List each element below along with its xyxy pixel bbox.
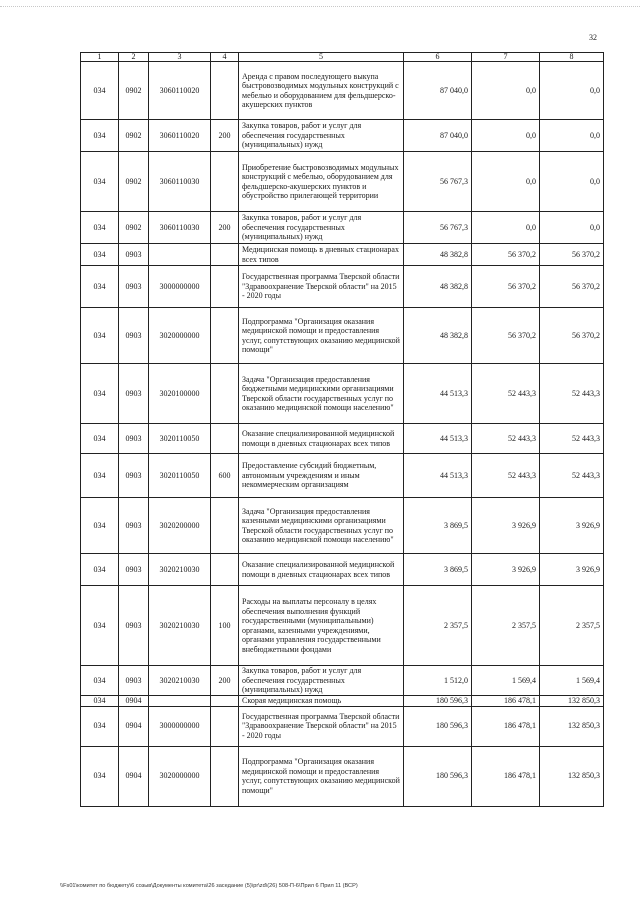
scan-edge-marks [0, 6, 640, 11]
item-name-cell: Оказание специализированной медицинской помощи в дневных стационарах всех типов [239, 554, 404, 586]
footer-file-path: \\Fs01\комитет по бюджету\6 созыв\Документы комитета\26 заседание (5)\pr\zd\(26) 508-П-6\Прил 6 Прил 11 (ВСР) [60, 883, 358, 889]
header-cell: 1 [81, 53, 119, 62]
section-code-cell: 0903 [119, 498, 149, 554]
amount-year2-cell: 186 478,1 [472, 706, 540, 746]
target-article-cell: 3020000000 [149, 746, 211, 806]
amount-year2-cell: 0,0 [472, 62, 540, 120]
item-name-cell: Предоставление субсидий бюджетным, автономным учреждениям и иным некоммерческим организациям [239, 454, 404, 498]
admin-code-cell: 034 [81, 554, 119, 586]
header-cell: 3 [149, 53, 211, 62]
target-article-cell: 3020210030 [149, 586, 211, 666]
target-article-cell: 3020000000 [149, 308, 211, 364]
admin-code-cell: 034 [81, 62, 119, 120]
amount-year1-cell: 87 040,0 [404, 62, 472, 120]
table-row [81, 62, 604, 120]
admin-code-cell: 034 [81, 308, 119, 364]
section-code-cell: 0903 [119, 244, 149, 266]
header-cell: 7 [472, 53, 540, 62]
admin-code-cell: 034 [81, 746, 119, 806]
amount-year3-cell: 52 443,3 [540, 424, 604, 454]
amount-year1-cell: 2 357,5 [404, 586, 472, 666]
amount-year1-cell: 3 869,5 [404, 554, 472, 586]
admin-code-cell: 034 [81, 120, 119, 152]
target-article-cell: 3020200000 [149, 498, 211, 554]
section-code-cell: 0903 [119, 308, 149, 364]
target-article-cell: 3060110020 [149, 62, 211, 120]
target-article-cell [149, 244, 211, 266]
amount-year2-cell: 56 370,2 [472, 244, 540, 266]
header-cell: 5 [239, 53, 404, 62]
section-code-cell: 0902 [119, 212, 149, 244]
item-name-cell: Приобретение быстровозводимых модульных конструкций с мебелью, оборудованием для фельдшерско-акушерских пунктов и обустройство прилегающей территории [239, 152, 404, 212]
amount-year3-cell: 56 370,2 [540, 308, 604, 364]
amount-year2-cell: 52 443,3 [472, 454, 540, 498]
item-name-cell: Аренда с правом последующего выкупа быстровозводимых модульных конструкций с мебелью и оборудованием для фельдшерско-акушерских пунктов [239, 62, 404, 120]
admin-code-cell: 034 [81, 666, 119, 696]
table-row [81, 244, 604, 266]
table-row [81, 308, 604, 364]
section-code-cell: 0904 [119, 746, 149, 806]
expense-type-cell [211, 266, 239, 308]
table-row [81, 454, 604, 498]
amount-year1-cell: 1 512,0 [404, 666, 472, 696]
target-article-cell: 3000000000 [149, 266, 211, 308]
expense-type-cell: 200 [211, 120, 239, 152]
table-row [81, 666, 604, 696]
table-row [81, 424, 604, 454]
target-article-cell [149, 696, 211, 707]
expense-type-cell: 200 [211, 666, 239, 696]
admin-code-cell: 034 [81, 498, 119, 554]
expense-type-cell [211, 308, 239, 364]
admin-code-cell: 034 [81, 706, 119, 746]
section-code-cell: 0903 [119, 266, 149, 308]
expense-type-cell [211, 696, 239, 707]
admin-code-cell: 034 [81, 152, 119, 212]
target-article-cell: 3020210030 [149, 554, 211, 586]
amount-year3-cell: 132 850,3 [540, 706, 604, 746]
table-body [81, 53, 604, 807]
amount-year3-cell: 52 443,3 [540, 454, 604, 498]
amount-year1-cell: 44 513,3 [404, 424, 472, 454]
target-article-cell: 3060110030 [149, 212, 211, 244]
expense-type-cell [211, 62, 239, 120]
admin-code-cell: 034 [81, 266, 119, 308]
expense-type-cell [211, 498, 239, 554]
page-number: 32 [589, 33, 597, 42]
amount-year2-cell: 56 370,2 [472, 266, 540, 308]
amount-year2-cell: 0,0 [472, 212, 540, 244]
table-row [81, 212, 604, 244]
amount-year3-cell: 0,0 [540, 212, 604, 244]
item-name-cell: Оказание специализированной медицинской помощи в дневных стационарах всех типов [239, 424, 404, 454]
header-cell: 4 [211, 53, 239, 62]
section-code-cell: 0903 [119, 454, 149, 498]
amount-year1-cell: 3 869,5 [404, 498, 472, 554]
item-name-cell: Задача "Организация предоставления бюджетными медицинскими организациями Тверской области государственных услуг по оказанию медицинской помощи населению" [239, 364, 404, 424]
amount-year1-cell: 48 382,8 [404, 308, 472, 364]
amount-year3-cell: 0,0 [540, 120, 604, 152]
admin-code-cell: 034 [81, 364, 119, 424]
target-article-cell: 3020100000 [149, 364, 211, 424]
expense-type-cell: 200 [211, 212, 239, 244]
item-name-cell: Медицинская помощь в дневных стационарах всех типов [239, 244, 404, 266]
section-code-cell: 0903 [119, 554, 149, 586]
section-code-cell: 0903 [119, 424, 149, 454]
amount-year3-cell: 56 370,2 [540, 244, 604, 266]
amount-year2-cell: 52 443,3 [472, 424, 540, 454]
amount-year2-cell: 186 478,1 [472, 746, 540, 806]
admin-code-cell: 034 [81, 696, 119, 707]
item-name-cell: Задача "Организация предоставления казенными медицинскими организациями Тверской области государственных услуг по оказанию медицинской помощи населению" [239, 498, 404, 554]
admin-code-cell: 034 [81, 424, 119, 454]
expense-type-cell [211, 152, 239, 212]
amount-year3-cell: 132 850,3 [540, 746, 604, 806]
amount-year1-cell: 180 596,3 [404, 746, 472, 806]
expense-type-cell [211, 364, 239, 424]
section-code-cell: 0902 [119, 120, 149, 152]
amount-year1-cell: 48 382,8 [404, 244, 472, 266]
target-article-cell: 3020110050 [149, 454, 211, 498]
item-name-cell: Закупка товаров, работ и услуг для обеспечения государственных (муниципальных) нужд [239, 666, 404, 696]
table-row [81, 498, 604, 554]
amount-year3-cell: 2 357,5 [540, 586, 604, 666]
table-row [81, 152, 604, 212]
amount-year2-cell: 0,0 [472, 120, 540, 152]
amount-year2-cell: 0,0 [472, 152, 540, 212]
section-code-cell: 0902 [119, 62, 149, 120]
item-name-cell: Закупка товаров, работ и услуг для обеспечения государственных (муниципальных) нужд [239, 212, 404, 244]
admin-code-cell: 034 [81, 212, 119, 244]
amount-year2-cell: 52 443,3 [472, 364, 540, 424]
amount-year1-cell: 56 767,3 [404, 152, 472, 212]
amount-year3-cell: 132 850,3 [540, 696, 604, 707]
item-name-cell: Подпрограмма "Организация оказания медицинской помощи и предоставления услуг, сопутствующих оказанию медицинской помощи" [239, 746, 404, 806]
amount-year3-cell: 0,0 [540, 152, 604, 212]
expense-type-cell: 600 [211, 454, 239, 498]
item-name-cell: Подпрограмма "Организация оказания медицинской помощи и предоставления услуг, сопутствующих оказанию медицинской помощи" [239, 308, 404, 364]
amount-year3-cell: 56 370,2 [540, 266, 604, 308]
admin-code-cell: 034 [81, 454, 119, 498]
amount-year1-cell: 56 767,3 [404, 212, 472, 244]
table-row [81, 364, 604, 424]
expense-type-cell [211, 424, 239, 454]
amount-year3-cell: 1 569,4 [540, 666, 604, 696]
target-article-cell: 3060110020 [149, 120, 211, 152]
admin-code-cell: 034 [81, 586, 119, 666]
item-name-cell: Закупка товаров, работ и услуг для обеспечения государственных (муниципальных) нужд [239, 120, 404, 152]
target-article-cell: 3020210030 [149, 666, 211, 696]
amount-year2-cell: 3 926,9 [472, 554, 540, 586]
header-cell: 2 [119, 53, 149, 62]
item-name-cell: Расходы на выплаты персоналу в целях обеспечения выполнения функций государственными (муниципальными) органами, казенными учреждениями, органами управления государственными внебюджетными фондами [239, 586, 404, 666]
target-article-cell: 3020110050 [149, 424, 211, 454]
amount-year2-cell: 2 357,5 [472, 586, 540, 666]
amount-year1-cell: 44 513,3 [404, 454, 472, 498]
expense-type-cell [211, 244, 239, 266]
section-code-cell: 0903 [119, 586, 149, 666]
table-row [81, 696, 604, 707]
section-code-cell: 0903 [119, 666, 149, 696]
amount-year2-cell: 3 926,9 [472, 498, 540, 554]
amount-year2-cell: 1 569,4 [472, 666, 540, 696]
target-article-cell: 3000000000 [149, 706, 211, 746]
expense-type-cell [211, 746, 239, 806]
admin-code-cell: 034 [81, 244, 119, 266]
amount-year1-cell: 180 596,3 [404, 696, 472, 707]
target-article-cell: 3060110030 [149, 152, 211, 212]
table-row [81, 266, 604, 308]
expense-type-cell [211, 706, 239, 746]
section-code-cell: 0904 [119, 706, 149, 746]
item-name-cell: Государственная программа Тверской области "Здравоохранение Тверской области" на 2015 - 2020 годы [239, 706, 404, 746]
table-row [81, 120, 604, 152]
budget-table [80, 52, 604, 807]
amount-year3-cell: 0,0 [540, 62, 604, 120]
table-row [81, 554, 604, 586]
amount-year3-cell: 3 926,9 [540, 498, 604, 554]
table-row [81, 706, 604, 746]
header-cell: 6 [404, 53, 472, 62]
section-code-cell: 0902 [119, 152, 149, 212]
amount-year1-cell: 87 040,0 [404, 120, 472, 152]
amount-year1-cell: 180 596,3 [404, 706, 472, 746]
section-code-cell: 0904 [119, 696, 149, 707]
amount-year2-cell: 186 478,1 [472, 696, 540, 707]
amount-year1-cell: 44 513,3 [404, 364, 472, 424]
amount-year3-cell: 3 926,9 [540, 554, 604, 586]
header-cell: 8 [540, 53, 604, 62]
table-row [81, 746, 604, 806]
section-code-cell: 0903 [119, 364, 149, 424]
table-row [81, 586, 604, 666]
expense-type-cell: 100 [211, 586, 239, 666]
expense-type-cell [211, 554, 239, 586]
item-name-cell: Государственная программа Тверской области "Здравоохранение Тверской области" на 2015 - 2020 годы [239, 266, 404, 308]
amount-year1-cell: 48 382,8 [404, 266, 472, 308]
amount-year3-cell: 52 443,3 [540, 364, 604, 424]
header-row [81, 53, 604, 62]
item-name-cell: Скорая медицинская помощь [239, 696, 404, 707]
amount-year2-cell: 56 370,2 [472, 308, 540, 364]
